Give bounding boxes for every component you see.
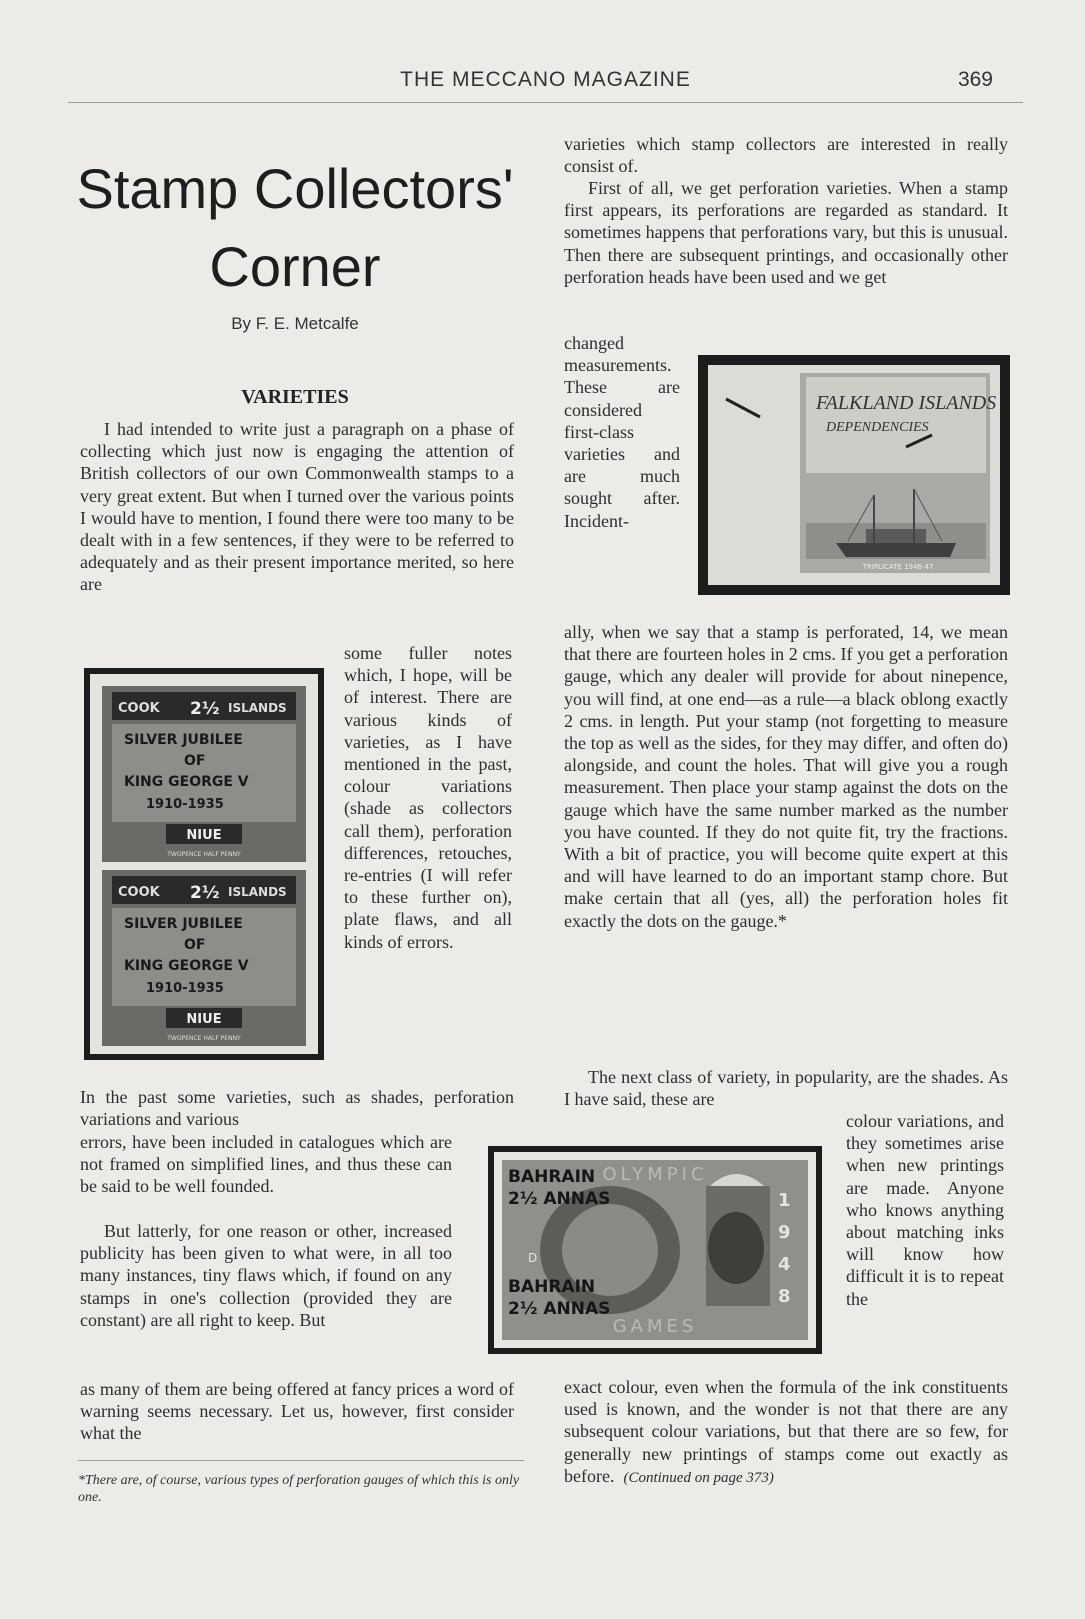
footnote-rule xyxy=(78,1460,524,1461)
cook-bottom-2: NIUE xyxy=(186,1012,222,1027)
bahrain-ovp-bottom-2: 2½ ANNAS xyxy=(508,1299,611,1319)
cook-top-left-1: COOK xyxy=(118,701,160,716)
cook-ovp3-1: KING GEORGE V xyxy=(124,774,249,790)
falkland-stamp-imprint: TRIPLICATE 1946-47 xyxy=(862,563,934,571)
footnote: *There are, of course, various types of perforation gauges of which this is only one. xyxy=(78,1473,520,1505)
falkland-stamp-image xyxy=(698,355,1010,595)
left-paragraph-6: as many of them are being offered at fancy prices a word of warning seems necessary. Let us, however, first consider what the xyxy=(80,1379,514,1444)
right-paragraph-4: ally, when we say that a stamp is perforated, 14, we mean that there are fourteen holes in 2 cms. If you get a perforation gauge, which any dealer will provide for about ninepence, you will find, at one end—as a rule—a black oblong exactly 2 cms. in length. Put your stamp (not forgetting to measure the top as well as the sides, for they may differ, and often do) alongside, and count the holes. That will give you a rough measurement. Then place your stamp against the dots on the gauge which have the same number marked as the number you have counted. If they do not quite fit, try the fractions. With a bit of practice, you will become quite expert at this and will have learned to do an important stamp chore. But make certain that all (yes, all) the perforation holes fit exactly the dots on the gauge.* xyxy=(564,622,1008,931)
cook-ovp3-2: KING GEORGE V xyxy=(124,958,249,974)
left-paragraph-3: In the past some varieties, such as shades, perforation variations and various xyxy=(80,1087,514,1130)
bahrain-tile-left: D xyxy=(528,1251,538,1265)
cook-footer-1: TWOPENCE HALF PENNY xyxy=(167,851,241,858)
right-paragraph-5: The next class of variety, in popularity, are the shades. As I have said, these are xyxy=(564,1067,1008,1110)
article-title xyxy=(60,150,530,306)
title-line-2: Corner xyxy=(209,235,381,298)
cook-stamp-upper xyxy=(102,686,306,862)
left-paragraph-1: I had intended to write just a paragraph on a phase of collecting which just now is engaging the attention of British collectors of our own Commonwealth stamps to a very great extent. But when I turned over the various points I would have to mention, I found there were too many to be dealt with in a few sentences, if they were to be referred to adequately and as their present importance merited, so here are xyxy=(80,419,514,595)
cook-ovp1-2: SILVER JUBILEE xyxy=(124,916,243,932)
running-head xyxy=(68,66,1023,103)
page-number: 369 xyxy=(957,68,993,91)
section-heading: VARIETIES xyxy=(241,386,349,408)
right-paragraph-7-text: exact colour, even when the formula of the ink constituents used is known, and the wonder is not that there are any subsequent colour variations, but that there are so few, for generally new printings of stamps come out exactly as before. xyxy=(564,1377,1008,1486)
bahrain-year-9: 9 xyxy=(778,1222,791,1243)
left-paragraph-2: some fuller notes which, I hope, will be of interest. There are various kinds of varieties, as I have mentioned in the past, colour variations (shade as collectors call them), perforation differences, retouches, re-entries (I will refer to these further on), plate flaws, and all kinds of errors. xyxy=(344,643,512,952)
cook-ovp4-2: 1910-1935 xyxy=(146,981,224,996)
cook-stamp-lower xyxy=(102,870,306,1046)
bahrain-year-8: 8 xyxy=(778,1286,791,1307)
bahrain-ovp-bottom-1: BAHRAIN xyxy=(508,1277,596,1297)
magazine-name: THE MECCANO MAGAZINE xyxy=(400,68,691,91)
right-paragraph-1: varieties which stamp collectors are interested in really consist of. xyxy=(564,134,1008,177)
cook-top-left-2: COOK xyxy=(118,885,160,900)
bahrain-stamp-image xyxy=(488,1146,822,1354)
cook-value-1: 2½ xyxy=(190,699,220,719)
continued-note: (Continued on page 373) xyxy=(623,1469,774,1486)
cook-value-2: 2½ xyxy=(190,883,220,903)
left-paragraph-5: But latterly, for one reason or other, increased publicity has been given to what were, in all too many instances, tiny flaws which, if found on any stamps in one's collection (provided they are constant) are all right to keep. But xyxy=(80,1221,452,1330)
king-portrait-icon xyxy=(708,1212,764,1284)
bahrain-word-bottom: GAMES xyxy=(612,1316,698,1337)
right-paragraph-6: colour variations, and they sometimes arise when new printings are made. Anyone who knows anything about matching inks will know how difficult it is to repeat the xyxy=(846,1111,1004,1309)
cook-islands-stamp-pair-image xyxy=(84,668,324,1060)
bahrain-year-4: 4 xyxy=(778,1254,791,1275)
cook-bottom-1: NIUE xyxy=(186,828,222,843)
bahrain-year-1: 1 xyxy=(778,1190,791,1211)
title-line-1: Stamp Collectors' xyxy=(76,157,514,220)
left-paragraph-4: errors, have been included in catalogues which are not framed on simplified lines, and thus these can be said to be well founded. xyxy=(80,1132,452,1197)
cook-footer-2: TWOPENCE HALF PENNY xyxy=(167,1035,241,1042)
cook-ovp2-1: OF xyxy=(184,753,206,769)
right-paragraph-2: First of all, we get perforation varieties. When a stamp first appears, its perforations are regarded as standard. It sometimes happens that perforations vary, but this is unusual. Then there are subsequent printings, and occasionally other perforation heads have been used and we get xyxy=(564,178,1008,287)
falkland-stamp-text-1: FALKLAND ISLANDS xyxy=(816,392,997,414)
falkland-stamp-text-2: DEPENDENCIES xyxy=(826,420,929,435)
cook-ovp1-1: SILVER JUBILEE xyxy=(124,732,243,748)
cook-top-right-2: ISLANDS xyxy=(228,885,287,899)
right-paragraph-7 xyxy=(564,1376,1008,1489)
bahrain-ovp-top-1: BAHRAIN xyxy=(508,1167,596,1187)
bahrain-ovp-top-2: 2½ ANNAS xyxy=(508,1189,611,1209)
bahrain-word-top: OLYMPIC xyxy=(602,1164,708,1185)
cook-ovp2-2: OF xyxy=(184,937,206,953)
cook-top-right-1: ISLANDS xyxy=(228,701,287,715)
byline: By F. E. Metcalfe xyxy=(231,314,359,333)
ship-hull-icon xyxy=(836,543,956,557)
cook-ovp4-1: 1910-1935 xyxy=(146,797,224,812)
right-paragraph-3: changed measurements. These are considered first-class varieties and are much sought after. Incident- xyxy=(564,333,680,531)
